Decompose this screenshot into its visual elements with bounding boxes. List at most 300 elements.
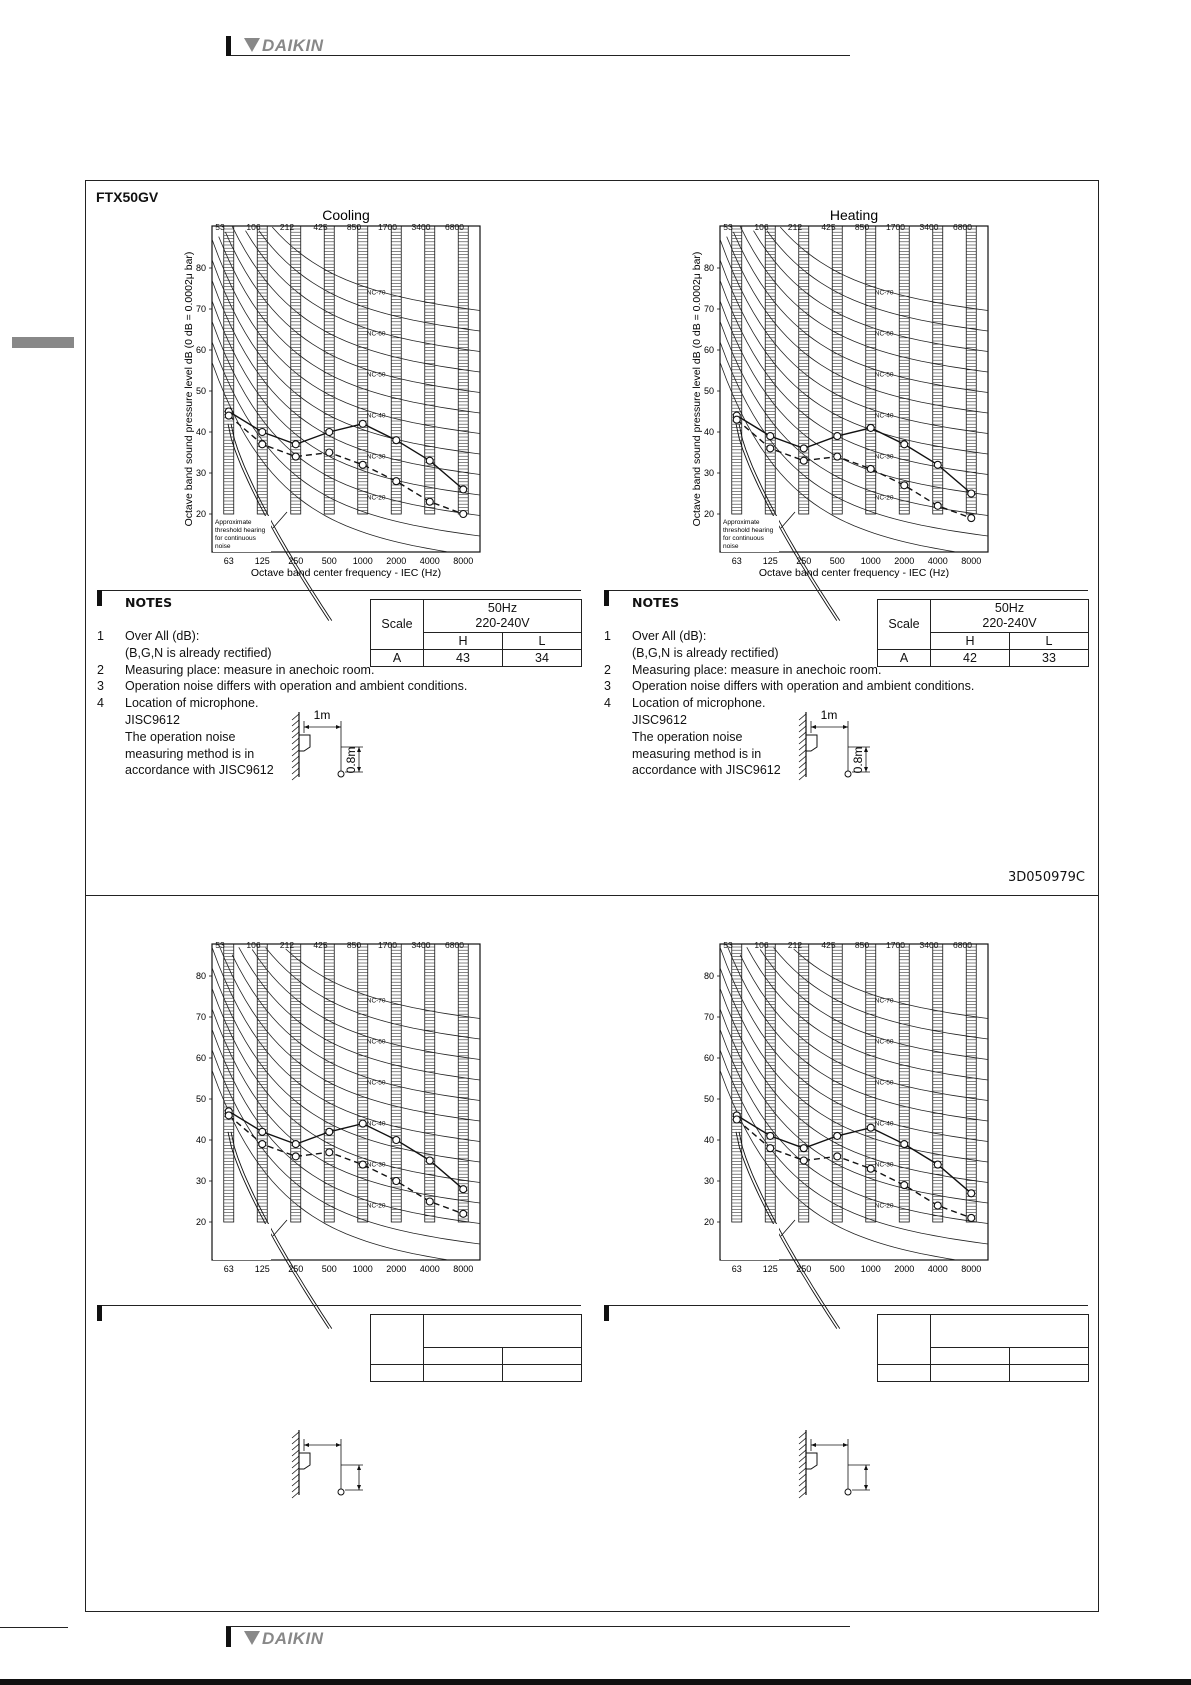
nc-curve xyxy=(266,948,480,1039)
table-frequency: 50Hz xyxy=(487,601,518,615)
y-tick-label: 50 xyxy=(195,1094,206,1104)
series-h-point xyxy=(426,457,433,464)
series-h-point xyxy=(359,1120,366,1127)
nc-curve xyxy=(780,227,988,310)
wall-hatch xyxy=(292,1438,299,1444)
nc-curve xyxy=(720,1050,988,1244)
y-tick-label: 70 xyxy=(195,1012,206,1022)
series-h-point xyxy=(934,461,941,468)
nc-label: NC-40 xyxy=(874,1120,894,1128)
note-text: JISC9612 xyxy=(125,713,180,727)
table-voltage: 220-240V xyxy=(982,616,1037,630)
y-tick-label: 70 xyxy=(703,1012,714,1022)
table-supply-header xyxy=(931,1315,1089,1348)
series-l-point xyxy=(968,1214,975,1221)
table-col-h xyxy=(424,1348,503,1365)
band-label: 1700 xyxy=(378,940,397,950)
notes-title: NOTES xyxy=(125,595,173,610)
y-tick-label: 40 xyxy=(703,427,714,437)
nc-curve xyxy=(720,321,988,515)
note-text: Operation noise differs with operation and ambient conditions. xyxy=(632,679,975,694)
note-number: 3 xyxy=(604,679,611,694)
y-tick-label: 70 xyxy=(703,304,714,314)
note-text: measuring method is in xyxy=(632,746,762,761)
threshold-note-bg xyxy=(213,1224,271,1260)
threshold-note-text: Approximate xyxy=(215,519,252,526)
daikin-logo-icon xyxy=(244,38,260,52)
table-scale-header: Scale xyxy=(878,600,931,650)
x-tick-label: 4000 xyxy=(419,1264,440,1274)
wall-hatch xyxy=(292,726,299,732)
note-number: 2 xyxy=(97,662,104,677)
table-scale-header xyxy=(371,1315,424,1365)
nc-curve xyxy=(212,280,480,474)
series-h-point xyxy=(259,1128,266,1135)
band-label: 850 xyxy=(854,940,870,950)
nc-curve xyxy=(774,948,988,1039)
note-number: 2 xyxy=(604,662,611,677)
series-l-point xyxy=(393,1178,400,1185)
y-tick-label: 60 xyxy=(703,1053,714,1063)
x-tick-label: 250 xyxy=(288,1264,304,1274)
plot-frame xyxy=(212,226,480,552)
octave-band-column xyxy=(257,226,267,514)
note-number: 4 xyxy=(97,696,104,711)
threshold-note-text: threshold hearing xyxy=(723,527,774,534)
series-l-point xyxy=(867,465,874,472)
wall-hatch xyxy=(292,1432,299,1438)
wall-hatch xyxy=(799,1450,806,1456)
wall-hatch xyxy=(292,1480,299,1486)
nc-label: NC-30 xyxy=(874,1161,894,1169)
octave-band-column xyxy=(765,226,775,514)
wall-hatch xyxy=(292,720,299,726)
wall-hatch xyxy=(292,738,299,744)
series-l-point xyxy=(800,1157,807,1164)
band-label: 6800 xyxy=(953,940,972,950)
note-text: Measuring place: measure in anechoic room. xyxy=(632,662,882,677)
threshold-note-text: Approximate xyxy=(723,519,760,526)
microphone-location-diagram xyxy=(279,1425,389,1500)
brand-name: DAIKIN xyxy=(262,36,324,55)
plot-frame xyxy=(720,226,988,552)
table-supply-header xyxy=(931,600,1089,633)
table-value-h: 42 xyxy=(931,650,1010,667)
x-tick-label: 500 xyxy=(829,1264,845,1274)
note-text: (B,G,N is already rectified) xyxy=(632,645,779,660)
wall-hatch xyxy=(799,714,806,720)
nc-label: NC-40 xyxy=(366,1120,386,1128)
wall-hatch xyxy=(799,774,806,780)
header-marker xyxy=(226,36,231,56)
note-text: Over All (dB): xyxy=(632,629,707,643)
x-axis-label: Octave band center frequency - IEC (Hz) xyxy=(250,567,442,579)
series-h-point xyxy=(767,1132,774,1139)
wall-hatch xyxy=(292,750,299,756)
series-l-point xyxy=(901,482,908,489)
nc-curve xyxy=(212,968,480,1162)
threshold-note-text: for continuous xyxy=(215,535,256,542)
x-axis-label: Octave band center frequency - IEC (Hz) xyxy=(758,567,950,579)
wall-hatch xyxy=(292,1474,299,1480)
wall-hatch xyxy=(799,1432,806,1438)
x-tick-label: 8000 xyxy=(961,1264,982,1274)
microphone-icon xyxy=(845,1489,851,1495)
band-label: 1700 xyxy=(886,940,905,950)
threshold-note-text: threshold hearing xyxy=(215,527,266,534)
nc-label: NC-40 xyxy=(366,412,386,420)
band-label: 3400 xyxy=(919,940,939,950)
plot-frame xyxy=(720,944,988,1260)
nc-label: NC-60 xyxy=(874,1038,894,1046)
nc-label: NC-50 xyxy=(874,371,894,379)
note-text: Measuring place: measure in anechoic room. xyxy=(125,662,375,677)
noise-chart-4 xyxy=(678,920,1008,1292)
y-tick-label: 50 xyxy=(195,386,206,396)
x-tick-label: 8000 xyxy=(453,1264,474,1274)
chart-title: Heating xyxy=(829,207,879,223)
notes-marker xyxy=(604,590,609,606)
y-tick-label: 50 xyxy=(703,386,714,396)
brand-name-footer: DAIKIN xyxy=(262,1629,324,1648)
band-label: 850 xyxy=(346,940,362,950)
table-col-l xyxy=(1010,1348,1089,1365)
band-label: 106 xyxy=(246,940,261,950)
series-l-point xyxy=(326,1149,333,1156)
wall-hatch xyxy=(799,1462,806,1468)
nc-curve xyxy=(246,231,481,352)
series-h-point xyxy=(359,420,366,427)
band-label: 850 xyxy=(854,222,870,232)
threshold-note-text: noise xyxy=(215,543,231,550)
series-h-point xyxy=(460,1186,467,1193)
nc-curve xyxy=(720,1029,988,1223)
series-l-point xyxy=(359,461,366,468)
y-tick-label: 30 xyxy=(195,468,206,478)
y-tick-label: 20 xyxy=(703,1217,714,1227)
note-text: The operation noise xyxy=(632,729,743,744)
nc-curve xyxy=(212,988,480,1182)
table-row-label: A xyxy=(371,650,424,667)
nc-label: NC-50 xyxy=(366,1079,386,1087)
nc-curve xyxy=(720,968,988,1162)
x-tick-label: 2000 xyxy=(386,556,407,566)
x-tick-label: 2000 xyxy=(894,556,915,566)
wall-hatch xyxy=(292,774,299,780)
nc-curve xyxy=(720,988,988,1182)
frame-divider xyxy=(85,895,1099,896)
note-text: accordance with JISC9612 xyxy=(125,763,274,778)
band-label: 1700 xyxy=(378,222,397,232)
band-label: 212 xyxy=(787,940,803,950)
series-h-point xyxy=(426,1157,433,1164)
wall-hatch xyxy=(292,1462,299,1468)
series-h-point xyxy=(767,433,774,440)
y-tick-label: 30 xyxy=(703,468,714,478)
nc-curve xyxy=(212,947,480,1141)
section-tab xyxy=(12,337,74,348)
footer-marker xyxy=(226,1627,231,1647)
nc-label: NC-50 xyxy=(366,371,386,379)
threshold-pointer xyxy=(781,512,795,528)
series-h-point xyxy=(326,1128,333,1135)
nc-curve xyxy=(720,260,988,454)
notes-marker xyxy=(97,1305,102,1321)
note-number: 1 xyxy=(97,629,104,643)
nc-curve xyxy=(720,301,988,495)
series-l-point xyxy=(733,1116,740,1123)
series-h-point xyxy=(934,1161,941,1168)
table-value-l: 34 xyxy=(503,650,582,667)
notes-marker xyxy=(604,1305,609,1321)
table-frequency: 50Hz xyxy=(994,601,1025,615)
microphone-location-diagram xyxy=(786,1425,896,1500)
nc-curve xyxy=(720,239,988,433)
note-text: Location of microphone. xyxy=(125,696,259,711)
y-tick-label: 50 xyxy=(703,1094,714,1104)
x-tick-label: 8000 xyxy=(453,556,474,566)
daikin-logo-icon xyxy=(244,1631,260,1645)
table-supply-header xyxy=(424,1315,582,1348)
x-tick-label: 4000 xyxy=(927,1264,948,1274)
y-tick-label: 80 xyxy=(703,971,714,981)
nc-curves xyxy=(212,226,480,552)
nc-curve xyxy=(212,301,480,495)
wall-hatch xyxy=(799,726,806,732)
table-row-label: A xyxy=(878,650,931,667)
series-l-point xyxy=(767,1145,774,1152)
table-value-h xyxy=(424,1365,503,1382)
wall-hatch xyxy=(292,744,299,750)
series-h-point xyxy=(326,429,333,436)
octave-band-column xyxy=(324,226,334,514)
nc-label: NC-60 xyxy=(366,330,386,338)
wall-hatch xyxy=(799,1480,806,1486)
table-col-h xyxy=(931,1348,1010,1365)
mic-horizontal-distance: 1m xyxy=(820,708,838,722)
y-tick-label: 40 xyxy=(195,1135,206,1145)
band-label: 3400 xyxy=(411,222,431,232)
series-h-point xyxy=(292,441,299,448)
nc-curve xyxy=(740,955,988,1101)
series-l-point xyxy=(733,416,740,423)
x-tick-label: 63 xyxy=(731,556,742,566)
band-label: 425 xyxy=(313,222,328,232)
series-l-point xyxy=(834,453,841,460)
band-label: 1700 xyxy=(886,222,905,232)
x-tick-label: 250 xyxy=(796,1264,812,1274)
wall-hatch xyxy=(292,1456,299,1462)
octave-band-column xyxy=(832,226,842,514)
octave-band-column xyxy=(933,944,943,1222)
nc-label: NC-30 xyxy=(366,453,386,461)
series-l-point xyxy=(426,498,433,505)
overall-noise-table xyxy=(877,1314,1089,1382)
wall-hatch xyxy=(799,1492,806,1498)
nc-curve xyxy=(212,1009,480,1203)
heating-noise-chart xyxy=(678,202,1008,584)
series-h-point xyxy=(259,429,266,436)
nc-label: NC-60 xyxy=(366,1038,386,1046)
nc-curve xyxy=(232,226,480,372)
x-tick-label: 1000 xyxy=(860,556,881,566)
x-tick-label: 500 xyxy=(829,556,845,566)
note-text: JISC9612 xyxy=(632,713,687,727)
table-value-l xyxy=(503,1365,582,1382)
series-l-point xyxy=(225,1112,232,1119)
series-l-point xyxy=(460,1210,467,1217)
table-value-h xyxy=(931,1365,1010,1382)
nc-label: NC-70 xyxy=(366,289,386,297)
x-tick-label: 2000 xyxy=(386,1264,407,1274)
series-l-point xyxy=(767,445,774,452)
octave-band-column xyxy=(257,944,267,1222)
wall-hatch xyxy=(292,732,299,738)
series-h-point xyxy=(460,486,467,493)
note-number: 3 xyxy=(97,679,104,694)
wall-hatch xyxy=(292,1450,299,1456)
nc-label: NC-30 xyxy=(366,1161,386,1169)
overall-noise-table xyxy=(370,599,582,667)
table-scale-header xyxy=(878,1315,931,1365)
wall-hatch xyxy=(292,1492,299,1498)
nc-curve xyxy=(212,342,480,536)
wall-hatch xyxy=(799,1456,806,1462)
nc-curve xyxy=(212,260,480,454)
document-reference: 3D050979C xyxy=(1008,870,1085,885)
page-bottom-strip xyxy=(0,1679,1191,1685)
band-label: 53 xyxy=(723,222,733,232)
x-tick-label: 500 xyxy=(321,1264,337,1274)
series-l-point xyxy=(934,502,941,509)
x-tick-label: 4000 xyxy=(927,556,948,566)
octave-band-column xyxy=(391,226,401,514)
x-tick-label: 1000 xyxy=(352,556,373,566)
page-footer xyxy=(226,1626,850,1646)
x-tick-label: 250 xyxy=(796,556,812,566)
table-col-l: L xyxy=(1010,633,1089,650)
mic-vertical-distance: 0.8m xyxy=(344,746,358,774)
indoor-unit-icon xyxy=(299,735,310,751)
notes-title: NOTES xyxy=(632,595,680,610)
wall-hatch xyxy=(799,768,806,774)
nc-curve xyxy=(212,321,480,515)
series-h-point xyxy=(393,437,400,444)
series-h-point xyxy=(968,1190,975,1197)
band-label: 3400 xyxy=(919,222,939,232)
x-tick-label: 1000 xyxy=(352,1264,373,1274)
wall-hatch xyxy=(799,738,806,744)
x-tick-label: 4000 xyxy=(419,556,440,566)
band-label: 212 xyxy=(279,222,295,232)
nc-label: NC-20 xyxy=(366,1202,386,1210)
octave-band-column xyxy=(899,944,909,1222)
table-value-h: 43 xyxy=(424,650,503,667)
nc-curve xyxy=(259,231,480,331)
nc-curve xyxy=(740,226,988,372)
octave-band-column xyxy=(832,944,842,1222)
x-tick-label: 1000 xyxy=(860,1264,881,1274)
band-label: 425 xyxy=(821,222,836,232)
series-l-point xyxy=(867,1165,874,1172)
table-col-h: H xyxy=(424,633,503,650)
band-label: 6800 xyxy=(445,940,464,950)
octave-band-column xyxy=(324,944,334,1222)
nc-label: NC-70 xyxy=(366,997,386,1005)
mic-horizontal-distance: 1m xyxy=(313,708,331,722)
x-tick-label: 125 xyxy=(762,1264,778,1274)
series-l-point xyxy=(426,1198,433,1205)
nc-curves xyxy=(720,945,988,1260)
series-l-point xyxy=(292,453,299,460)
y-tick-label: 20 xyxy=(195,509,206,519)
table-col-l: L xyxy=(503,633,582,650)
octave-band-column xyxy=(425,226,435,514)
indoor-unit-icon xyxy=(806,735,817,751)
table-voltage: 220-240V xyxy=(475,616,530,630)
series-l-point xyxy=(292,1153,299,1160)
notes-marker xyxy=(97,590,102,606)
band-label: 850 xyxy=(346,222,362,232)
y-tick-label: 30 xyxy=(703,1176,714,1186)
nc-curve xyxy=(794,949,988,1019)
footer-corner-line xyxy=(0,1627,68,1628)
wall-hatch xyxy=(292,762,299,768)
series-h-point xyxy=(901,441,908,448)
threshold-note-text: for continuous xyxy=(723,535,764,542)
series-h-point xyxy=(901,1141,908,1148)
table-scale-header: Scale xyxy=(371,600,424,650)
nc-curve xyxy=(286,949,480,1019)
y-tick-label: 60 xyxy=(195,1053,206,1063)
band-label: 106 xyxy=(246,222,261,232)
octave-band-column xyxy=(765,944,775,1222)
daikin-logo xyxy=(244,36,324,56)
series-h-point xyxy=(867,424,874,431)
series-l-point xyxy=(968,515,975,522)
nc-label: NC-60 xyxy=(874,330,894,338)
nc-curve xyxy=(272,227,480,310)
octave-band-column xyxy=(933,226,943,514)
nc-curve xyxy=(754,231,989,352)
notes-rule xyxy=(604,1305,1088,1306)
indoor-unit-icon xyxy=(299,1453,310,1469)
x-tick-label: 250 xyxy=(288,556,304,566)
wall-hatch xyxy=(799,732,806,738)
band-label: 6800 xyxy=(445,222,464,232)
y-tick-label: 30 xyxy=(195,1176,206,1186)
y-tick-label: 60 xyxy=(703,345,714,355)
microphone-location-diagram xyxy=(786,707,896,782)
cooling-noise-chart xyxy=(170,202,500,584)
band-label: 3400 xyxy=(411,940,431,950)
y-tick-label: 70 xyxy=(195,304,206,314)
overall-noise-table xyxy=(877,599,1089,667)
mic-vertical-distance: 0.8m xyxy=(851,746,865,774)
series-l-point xyxy=(225,412,232,419)
band-label: 53 xyxy=(215,222,225,232)
wall-hatch xyxy=(799,1486,806,1492)
x-tick-label: 8000 xyxy=(961,556,982,566)
indoor-unit-icon xyxy=(806,1453,817,1469)
nc-label: NC-70 xyxy=(874,997,894,1005)
nc-label: NC-40 xyxy=(874,412,894,420)
wall-hatch xyxy=(292,1468,299,1474)
nc-label: NC-30 xyxy=(874,453,894,461)
band-label: 106 xyxy=(754,222,769,232)
series-l-point xyxy=(834,1153,841,1160)
series-h-point xyxy=(867,1124,874,1131)
